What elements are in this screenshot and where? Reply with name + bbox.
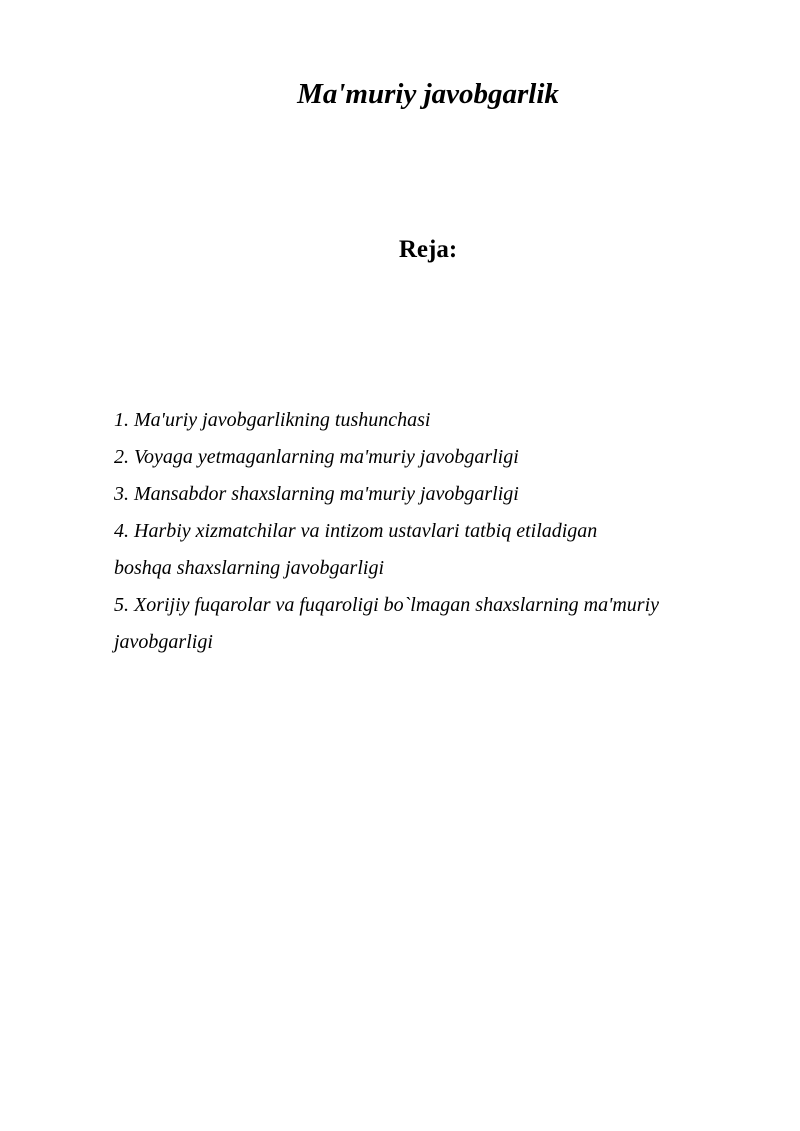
plan-heading: Reja: [398, 236, 458, 263]
plan-item [114, 439, 714, 476]
plan-item [114, 587, 714, 661]
plan-list [114, 402, 714, 661]
plan-item-line: 4. Harbiy xizmatchilar va intizom ustavlari tatbiq etiladigan [114, 520, 598, 542]
plan-item-line: javobgarligi [114, 631, 213, 653]
plan-item-line: 1. Ma'uriy javobgarlikning tushunchasi [114, 409, 431, 431]
plan-item-line: 3. Mansabdor shaxslarning ma'muriy javobgarligi [114, 483, 519, 505]
plan-item-line: 5. Xorijiy fuqarolar va fuqaroligi bo`lmagan shaxslarning ma'muriy [114, 594, 660, 616]
plan-item [114, 476, 714, 513]
plan-item [114, 402, 714, 439]
document-title: Ma'muriy javobgarlik [297, 78, 559, 110]
plan-item [114, 513, 714, 587]
plan-item-line: boshqa shaxslarning javobgarligi [114, 557, 385, 579]
plan-item-line: 2. Voyaga yetmaganlarning ma'muriy javobgarligi [114, 446, 519, 468]
